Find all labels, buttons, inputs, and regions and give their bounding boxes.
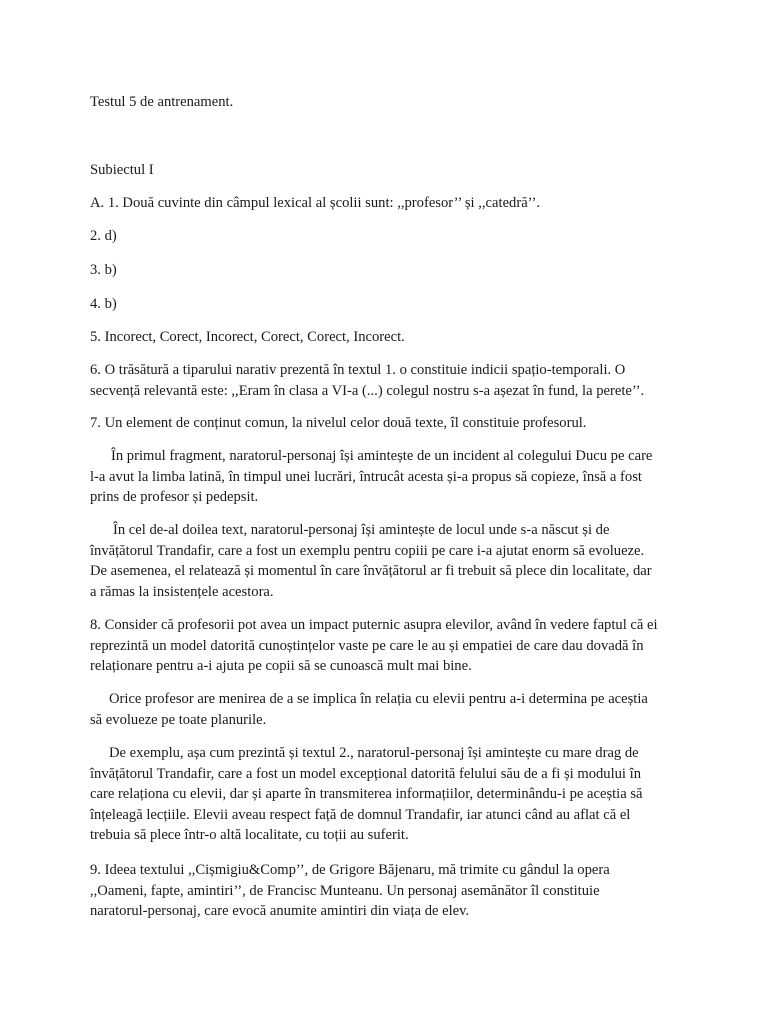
answer-7-paragraph-1 bbox=[90, 446, 690, 508]
answer-7-paragraph-2 bbox=[90, 520, 690, 602]
paragraph-line: De exemplu, așa cum prezintă și textul 2., naratorul-personaj își amintește cu mare drag de bbox=[109, 745, 639, 761]
paragraph-line: l-a avut la limba latină, în timpul unei lucrări, întrucât acesta și-a propus să copieze, însă a fost bbox=[90, 468, 642, 485]
document-title: Testul 5 de antrenament. bbox=[90, 94, 234, 110]
paragraph-line: Orice profesor are menirea de a se implica în relația cu elevii pentru a-i determina pe aceștia bbox=[109, 691, 648, 707]
paragraph-line: înțeleagă lecțiile. Elevii aveau respect față de domnul Trandafir, iar atunci când au aflat că el bbox=[90, 806, 631, 823]
paragraph-line: reprezintă un model datorită cunoștințelor vaste pe care le au și empatiei de care dau dovadă în bbox=[90, 637, 644, 654]
paragraph-line: învățătorul Trandafir, care a fost un model excepțional datorită felului său de a fi și modului în bbox=[90, 765, 641, 782]
answer-8-paragraph-2 bbox=[90, 743, 690, 846]
answer-7: 7. Un element de conținut comun, la nivelul celor două texte, îl constituie profesorul. bbox=[90, 415, 587, 431]
paragraph-line: învățătorul Trandafir, care a fost un exemplu pentru copiii pe care i-a ajutat enorm să evolueze. bbox=[90, 542, 645, 559]
paragraph-line: relaționare pentru a-i ajuta pe copii să se cunoască mult mai bine. bbox=[90, 658, 472, 674]
paragraph-line: 9. Ideea textului ,,Cișmigiu&Comp’’, de Grigore Băjenaru, mă trimite cu gândul la opera bbox=[90, 862, 610, 878]
answer-5: 5. Incorect, Corect, Incorect, Corect, Corect, Incorect. bbox=[90, 329, 405, 345]
paragraph-line: 8. Consider că profesorii pot avea un impact puternic asupra elevilor, având în vedere faptul că ei bbox=[90, 617, 658, 633]
section-heading: Subiectul I bbox=[90, 162, 154, 178]
answer-9 bbox=[90, 860, 690, 922]
paragraph-line: să evolueze pe toate planurile. bbox=[90, 711, 267, 728]
paragraph-line: care relaționa cu elevii, dar și aparte în transmiterea informațiilor, determinându-i pe aceștia să bbox=[90, 786, 643, 802]
answer-2: 2. d) bbox=[90, 228, 117, 244]
paragraph-line: naratorul-personaj, care evocă anumite amintiri din viața de elev. bbox=[90, 903, 470, 919]
answer-3: 3. b) bbox=[90, 262, 117, 278]
paragraph-line: De asemenea, el relatează și momentul în care învățătorul ar fi trebuit să plece din localitate, dar bbox=[90, 563, 652, 579]
paragraph-line: trebuia să plece într-o altă localitate, cu toții au suferit. bbox=[90, 827, 409, 843]
paragraph-line: În cel de-al doilea text, naratorul-personaj își amintește de locul unde s-a născut și de bbox=[113, 522, 610, 538]
paragraph-line: În primul fragment, naratorul-personaj își amintește de un incident al colegului Ducu pe care bbox=[111, 448, 653, 464]
paragraph-line: prins de profesor și pedepsit. bbox=[90, 489, 259, 505]
answer-6 bbox=[90, 360, 690, 401]
answer-8 bbox=[90, 615, 690, 677]
answer-8-paragraph-1 bbox=[90, 689, 690, 730]
answer-4: 4. b) bbox=[90, 296, 117, 312]
answer-6-line: secvență relevantă este: ,,Eram în clasa a VI-a (...) colegul nostru s-a așezat în fund, la perete’’. bbox=[90, 382, 645, 399]
paragraph-line: ,,Oameni, fapte, amintiri’’, de Francisc Munteanu. Un personaj asemănător îl constituie bbox=[90, 882, 600, 899]
answer-6-line: 6. O trăsătură a tiparului narativ prezentă în textul 1. o constituie indicii spațio-temporali. O bbox=[90, 362, 626, 378]
answer-a1: A. 1. Două cuvinte din câmpul lexical al școlii sunt: ,,profesor’’ și ,,catedră’’. bbox=[90, 195, 540, 211]
paragraph-line: a rămas la insistențele acestora. bbox=[90, 583, 274, 600]
